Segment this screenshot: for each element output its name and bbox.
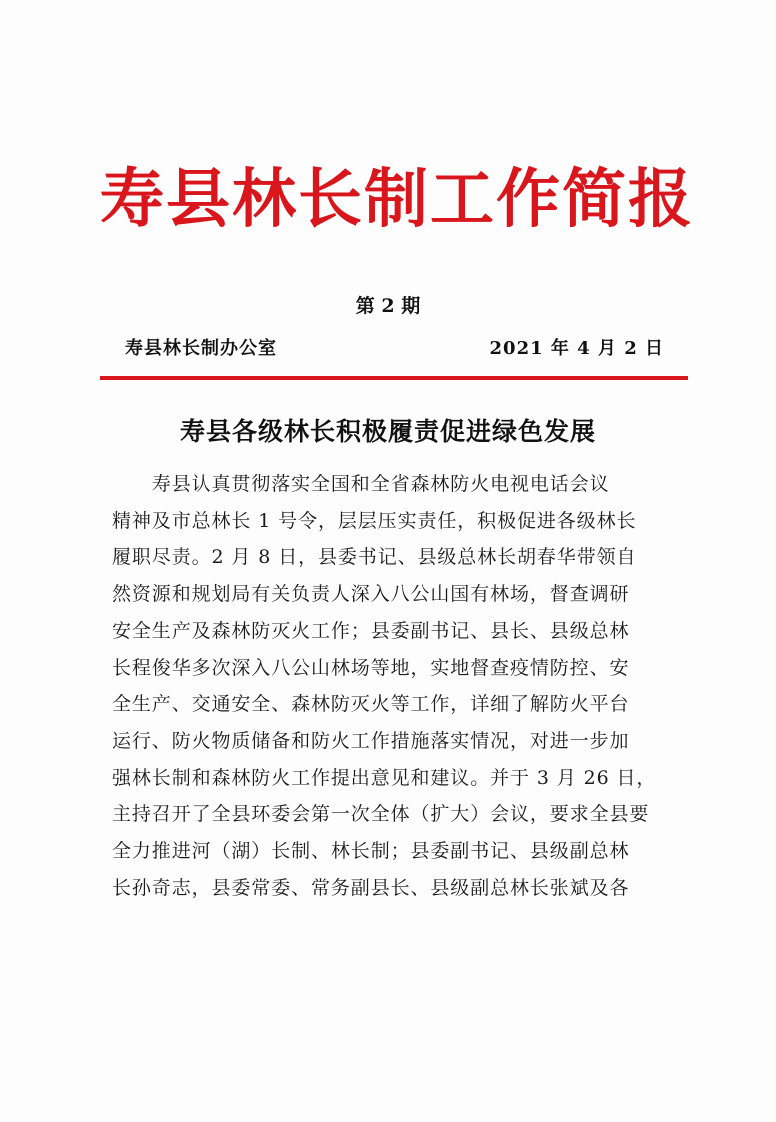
article-body bbox=[112, 466, 678, 906]
red-divider-line bbox=[100, 376, 688, 380]
body-line: 履职尽责。2 月 8 日，县委书记、县级总林长胡春华带领自 bbox=[112, 546, 637, 569]
body-line: 强林长制和森林防火工作提出意见和建议。并于 3 月 26 日， bbox=[112, 766, 657, 789]
masthead-title: 寿县林长制工作简报 bbox=[100, 163, 694, 237]
body-line: 长程俊华多次深入八公山林场等地，实地督查疫情防控、安 bbox=[112, 656, 630, 679]
body-line: 然资源和规划局有关负责人深入八公山国有林场，督查调研 bbox=[112, 583, 630, 606]
issue-date: 2021 年 4 月 2 日 bbox=[489, 338, 664, 359]
body-line: 长孙奇志，县委常委、常务副县长、县级副总林长张斌及各 bbox=[112, 876, 630, 899]
body-line: 全力推进河（湖）长制、林长制；县委副书记、县级副总林 bbox=[112, 840, 630, 863]
body-line: 运行、防火物质储备和防火工作措施落实情况，对进一步加 bbox=[112, 729, 630, 752]
body-line: 全生产、交通安全、森林防灭火等工作，详细了解防火平台 bbox=[112, 693, 630, 716]
body-line: 主持召开了全县环委会第一次全体（扩大）会议，要求全县要 bbox=[112, 803, 650, 826]
issue-number: 第 2 期 bbox=[355, 295, 421, 317]
article-title: 寿县各级林长积极履责促进绿色发展 bbox=[179, 417, 596, 446]
issuer-name: 寿县林长制办公室 bbox=[125, 338, 277, 359]
body-line: 寿县认真贯彻落实全国和全省森林防火电视电话会议 bbox=[112, 473, 610, 495]
body-line: 安全生产及森林防灭火工作；县委副书记、县长、县级总林 bbox=[112, 619, 630, 642]
body-line: 精神及市总林长 1 号令，层层压实责任，积极促进各级林长 bbox=[112, 509, 637, 532]
